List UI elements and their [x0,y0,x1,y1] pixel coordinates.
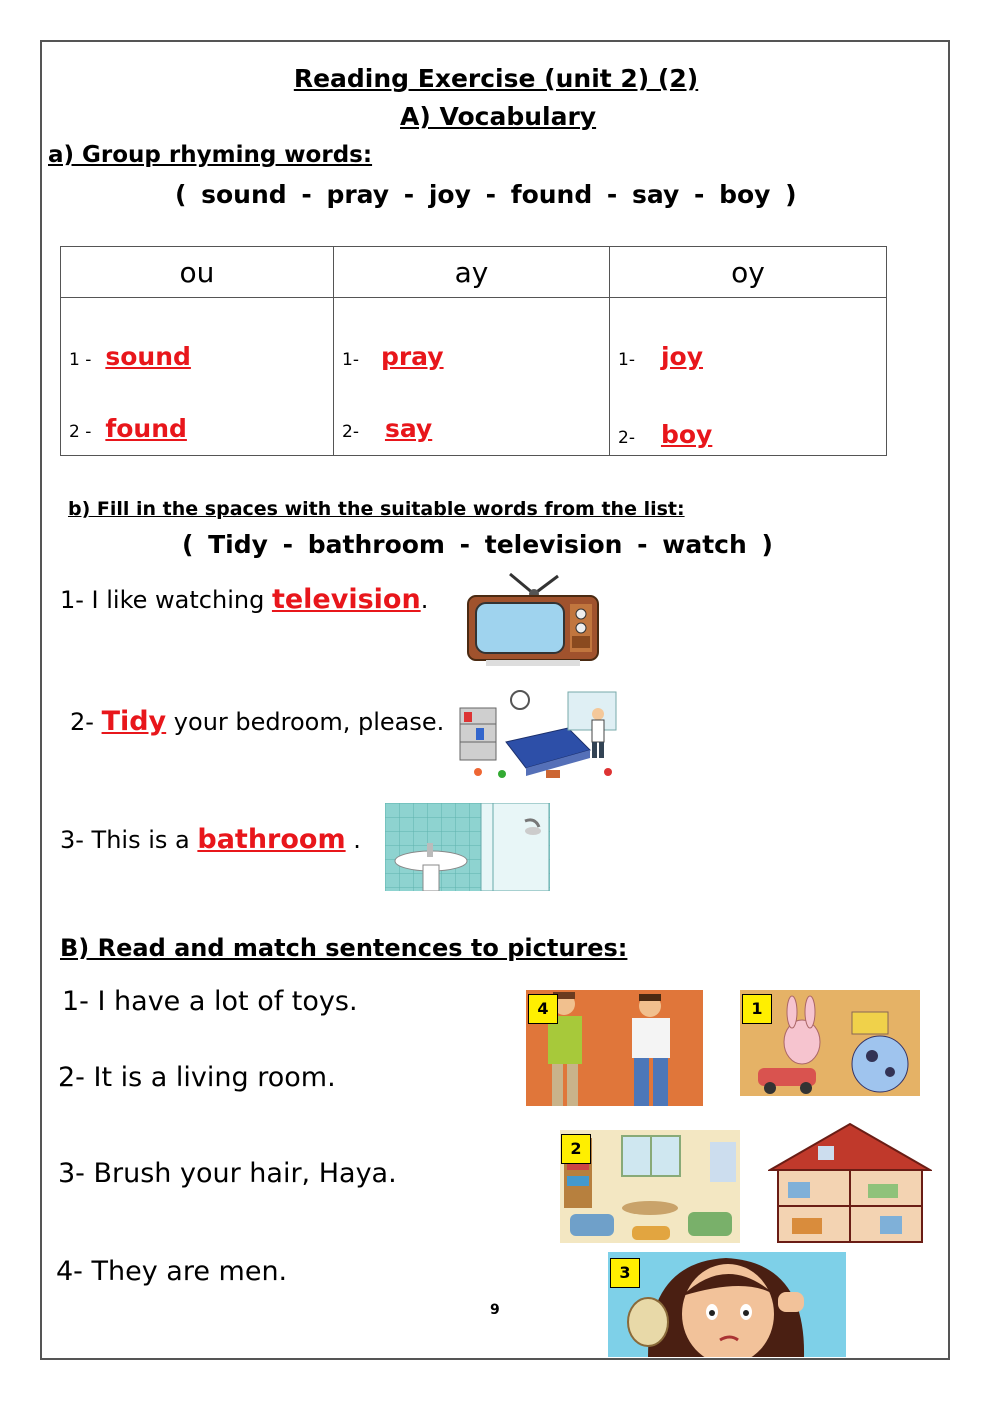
answer-row: 1- joy [618,342,703,371]
answer-word: joy [660,342,703,371]
answer-row: 2- boy [618,420,713,449]
messy-bedroom-picture [458,688,618,780]
fill-sentence-1: 1- I like watching television. [60,584,429,615]
answer-word: Tidy [101,706,167,737]
answer-word: boy [660,420,713,449]
column-ou-cell [61,298,334,456]
page-number: 9 [490,1302,500,1318]
dollhouse-picture [768,1122,932,1244]
part-a-heading: a) Group rhyming words: [48,142,373,168]
answer-row: 1- pray [342,342,444,371]
picture-tag-toys: 1 [742,994,772,1024]
picture-tag-living-room: 2 [561,1134,591,1164]
television-picture [462,572,602,668]
bathroom-picture [385,803,550,891]
part-b-heading: b) Fill in the spaces with the suitable words from the list: [68,498,685,520]
answer-word: found [105,414,187,443]
answer-word: say [384,414,433,443]
column-header-oy: oy [610,247,887,298]
picture-tag-girl-brushing: 3 [610,1258,640,1288]
answer-word: pray [380,342,444,371]
page-title: Reading Exercise (unit 2) (2) [293,64,699,93]
column-header-ou: ou [61,247,334,298]
section-b-heading: B) Read and match sentences to pictures: [60,934,628,962]
column-oy-cell [610,298,887,456]
answer-word: television [271,584,421,615]
match-sentence-4: 4- They are men. [56,1256,288,1287]
girl-brushing-hair-picture [608,1252,846,1357]
match-sentence-1: 1- I have a lot of toys. [62,986,358,1017]
section-a-heading: A) Vocabulary [400,102,597,131]
answer-word: sound [105,342,191,371]
match-sentence-3: 3- Brush your hair, Haya. [58,1158,397,1189]
answer-row: 2- say [342,414,433,443]
answer-row: 2 - found [69,414,187,443]
rhyme-table [60,246,887,456]
fill-word-list: ( Tidy - bathroom - television - watch ) [182,530,773,559]
answer-row: 1 - sound [69,342,191,371]
fill-sentence-2: 2- Tidy your bedroom, please. [70,706,445,737]
answer-word: bathroom [197,824,346,855]
column-header-ay: ay [334,247,610,298]
rhyme-word-list: ( sound - pray - joy - found - say - boy ) [175,180,797,209]
match-sentence-2: 2- It is a living room. [58,1062,336,1093]
column-ay-cell [334,298,610,456]
picture-tag-men: 4 [528,994,558,1024]
fill-sentence-3: 3- This is a bathroom . [60,824,361,855]
